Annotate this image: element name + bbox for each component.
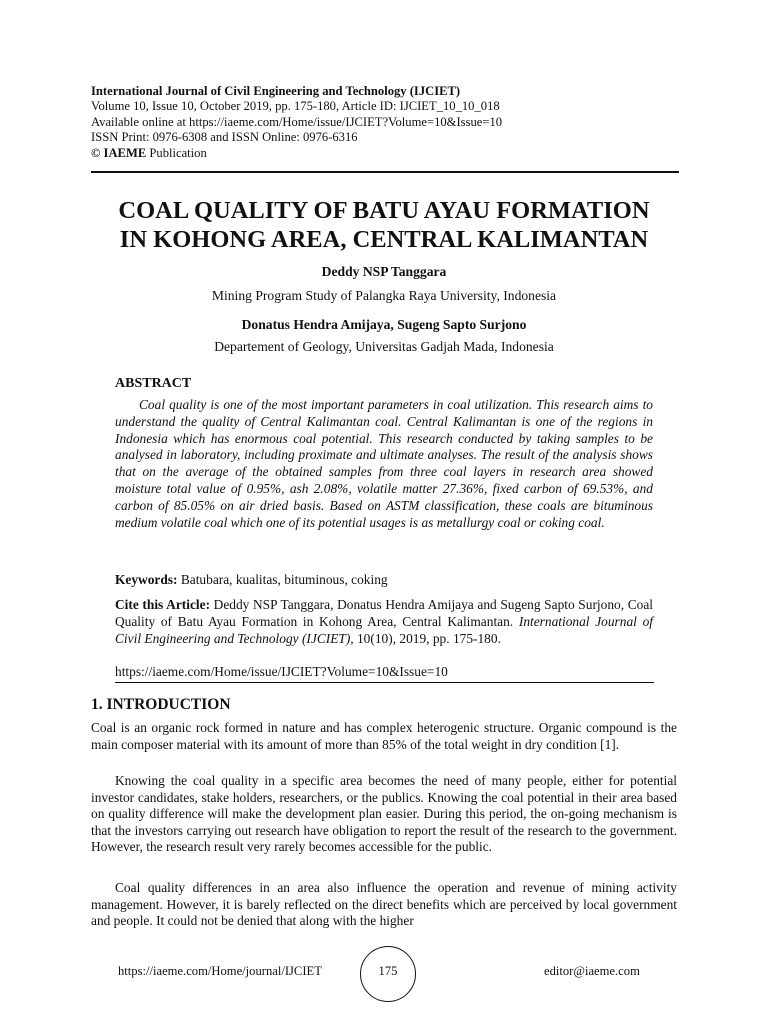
citation-details: 10(10), 2019, pp. 175-180. <box>353 630 501 646</box>
footer-journal-url[interactable]: https://iaeme.com/Home/journal/IJCIET <box>118 964 322 978</box>
intro-paragraph-2: Knowing the coal quality in a specific area becomes the need of many people, either for potential investor candidates, stake holders, researchers, or the publics. Knowing the coal potential in their area based on quality difference will make the development plan easier. During this period, the on-going mechanism is that the investors carrying out research have obligation to report the result of the research to the government. However, the research result very rarely becomes accessible for the public. <box>91 773 677 855</box>
citation-text: Deddy NSP Tanggara, Donatus Hendra Amijaya and Sugeng Sapto Surjono, Coal Quality of Batu Ayau Formation in Kohong Area, Central Kalimantan. <box>115 597 653 629</box>
abstract-heading: ABSTRACT <box>115 376 192 391</box>
keywords <box>115 572 655 588</box>
title-line-2: IN KOHONG AREA, CENTRAL KALIMANTAN <box>119 226 649 253</box>
title-line-1: COAL QUALITY OF BATU AYAU FORMATION <box>118 197 650 224</box>
footer-email[interactable]: editor@iaeme.com <box>544 964 640 978</box>
citation-url[interactable]: https://iaeme.com/Home/issue/IJCIET?Volume=10&Issue=10 <box>115 664 448 679</box>
abstract-divider <box>115 682 654 683</box>
author-1-name: Deddy NSP Tanggara <box>321 264 447 279</box>
page-number: 175 <box>378 964 398 978</box>
header-divider <box>91 171 679 173</box>
intro-paragraph-1: Coal is an organic rock formed in nature and has complex heterogenic structure. Organic compound is the main composer material with its amount of more than 85% of the total weight in dry condition [1]. <box>91 720 677 752</box>
publisher-word: Publication <box>146 145 207 160</box>
keywords-text: Batubara, kualitas, bituminous, coking <box>177 572 388 587</box>
citation-label: Cite this Article: <box>115 597 211 612</box>
available-online-line: Available online at https://iaeme.com/Home/issue/IJCIET?Volume=10&Issue=10 <box>91 114 503 129</box>
author-2-affiliation: Departement of Geology, Universitas Gadjah Mada, Indonesia <box>214 339 554 354</box>
section-heading-introduction: 1. INTRODUCTION <box>91 696 231 713</box>
author-2-names: Donatus Hendra Amijaya, Sugeng Sapto Surjono <box>241 317 527 332</box>
journal-header <box>91 84 681 161</box>
paper-title <box>60 196 708 254</box>
citation <box>115 597 653 647</box>
keywords-label: Keywords: <box>115 572 178 587</box>
intro-paragraph-3: Coal quality differences in an area also influence the operation and revenue of mining activity management. However, it is barely reflected on the direct benefits which are perceived by local government and people. It could not be denied that along with the higher <box>91 880 677 929</box>
citation-journal: International Journal of Civil Engineering and Technology (IJCIET), <box>115 613 653 646</box>
volume-line: Volume 10, Issue 10, October 2019, pp. 175-180, Article ID: IJCIET_10_10_018 <box>91 99 500 114</box>
author-1-affiliation: Mining Program Study of Palangka Raya University, Indonesia <box>211 288 557 303</box>
page-number-circle <box>360 946 416 1002</box>
issn-line: ISSN Print: 0976-6308 and ISSN Online: 0976-6316 <box>91 130 358 145</box>
abstract-text: Coal quality is one of the most important parameters in coal utilization. This research aims to understand the quality of Central Kalimantan coal. Central Kalimantan is one of the regions in Indonesia which has enormous coal potential. This research conducted by taking samples to be analysed in laboratory, including proximate and ultimate analyses. The result of the analysis shows that on the average of the obtained samples from three coal layers in research area showed moisture total value of 0.95%, ash 2.08%, volatile matter 27.36%, fixed carbon of 69.53%, and carbon of 85.05% on air dried basis. Based on ASTM classification, these coals are bituminous medium volatile coal which one of its potential usages is as metallurgy coal or coking coal. <box>115 397 653 530</box>
publisher-mark: © IAEME <box>91 145 147 160</box>
journal-name: International Journal of Civil Engineering and Technology (IJCIET) <box>91 84 461 98</box>
publisher-line <box>91 146 681 161</box>
